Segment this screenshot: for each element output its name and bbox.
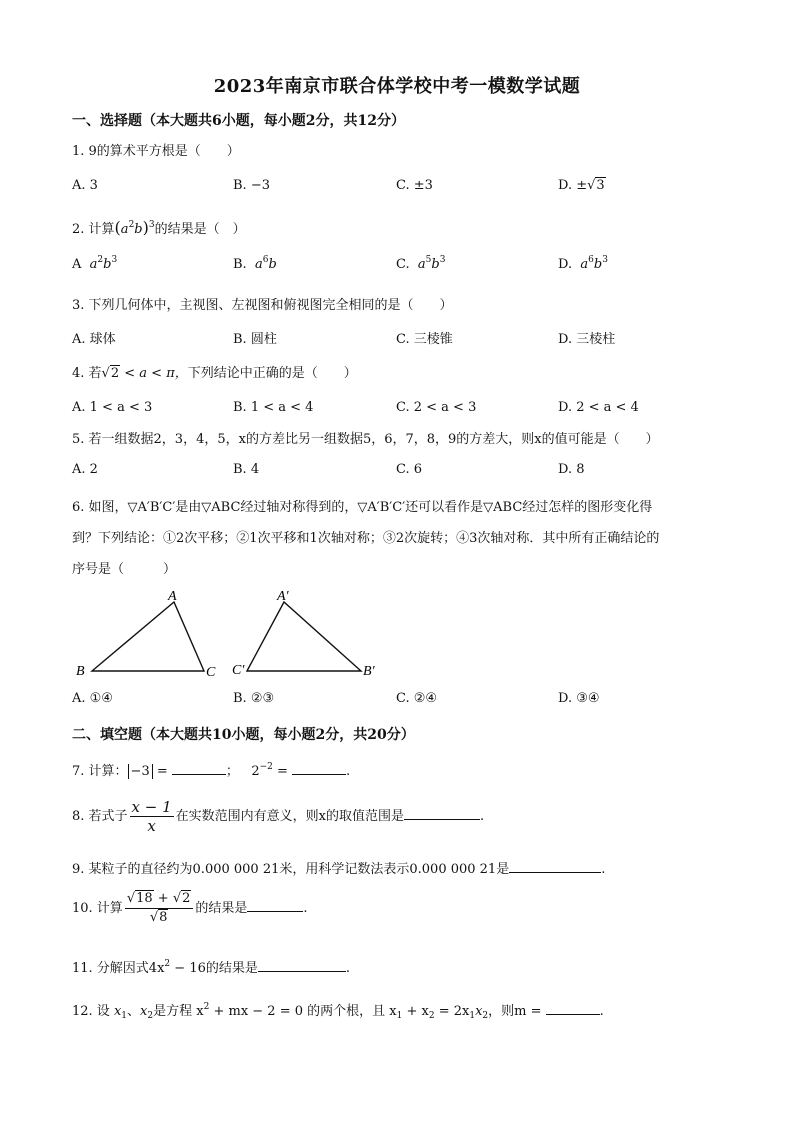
option-b: B. 圆柱 (233, 332, 277, 347)
option-c: C. 三棱锥 (396, 332, 453, 347)
label-c-prime: C′ (232, 663, 245, 678)
label-a: A (168, 589, 177, 604)
triangle-figure (72, 585, 402, 685)
section-heading-choice: 一、选择题（本大题共6小题，每小题2分，共12分） (72, 113, 405, 129)
label-b-prime: B′ (363, 664, 375, 679)
question-1-options (72, 178, 732, 198)
section-heading-fill: 二、填空题（本大题共10小题，每小题2分，共20分） (72, 727, 415, 743)
question-9: 9. 某粒子的直径约为0.000 000 21米，用科学记数法表示0.000 000 21是 . (72, 858, 732, 880)
option-d: D. 8 (558, 462, 585, 477)
question-6-stem: 6. 如图，▽A′B′C′是由▽ABC经过轴对称得到的，▽A′B′C′还可以看作是▽ABC经过怎样的图形变化得 到？下列结论：①2次平移；②1次平移和1次轴对称；③2次旋转；④3次轴对称．其中所有正确结论的 序号是（ ） (72, 500, 660, 577)
option-a: A. ①④ (72, 691, 113, 706)
option-c: C. 6 (396, 462, 423, 477)
triangle-a2b2c2 (247, 602, 361, 671)
option-b: B. $a^6b$ (233, 255, 277, 272)
option-d: D. ③④ (558, 691, 600, 706)
question-10: 10. 计算 $\frac{√18 + √2}{√8}$ 的结果是 . (72, 891, 308, 925)
option-d: D. ±√3 (558, 178, 605, 193)
answer-blank[interactable] (258, 957, 346, 972)
option-a: A $a^2b^3$ (72, 255, 118, 272)
question-5-options (72, 462, 732, 482)
answer-blank[interactable] (247, 897, 303, 912)
answer-blank[interactable] (546, 1000, 600, 1015)
option-b: B. 4 (233, 462, 260, 477)
answer-blank[interactable] (509, 858, 601, 873)
option-b: B. 1 < a < 4 (233, 400, 314, 415)
label-a-prime: A′ (277, 589, 289, 604)
option-d: D. $a^6b^3$ (558, 255, 608, 272)
option-a: A. 1 < a < 3 (72, 400, 153, 415)
question-6-options (72, 691, 732, 711)
triangle-abc (92, 602, 204, 671)
question-8: 8. 若式子 $\frac{x - 1}{x}$ 在实数范围内有意义，则x的取值范围是 . (72, 798, 485, 835)
question-7: 7. 计算： −3 = ； $2^{-2}$ = . (72, 762, 351, 779)
question-12: 12. 设 $x_1$、$x_2$是方程 $x^2$ + mx − 2 = 0 的两个根，且 $x_1 + x_2 = 2x_1x_2$，则m = . (72, 1002, 604, 1021)
answer-blank[interactable] (172, 760, 226, 775)
answer-blank[interactable] (292, 760, 346, 775)
option-c: C. 2 < a < 3 (396, 400, 477, 415)
option-c: C. ②④ (396, 691, 438, 706)
fraction: $\frac{√18 + √2}{√8}$ (125, 890, 194, 927)
question-3-options (72, 328, 732, 348)
option-b: B. −3 (233, 178, 270, 193)
option-c: C. ±3 (396, 178, 433, 193)
question-1-stem: 1. 9的算术平方根是（ ） (72, 144, 240, 159)
label-b: B (76, 664, 85, 679)
fraction: $\frac{x - 1}{x}$ (131, 798, 172, 835)
page-title: 2023年南京市联合体学校中考一模数学试题 (213, 76, 581, 97)
question-3-stem: 3. 下列几何体中，主视图、左视图和俯视图完全相同的是（ ） (72, 298, 453, 313)
question-5-stem: 5. 若一组数据2，3，4，5，x的方差比另一组数据5，6，7，8，9的方差大，则x的值可能是（ ） (72, 432, 659, 447)
question-2-options (72, 257, 732, 277)
question-11: 11. 分解因式$4x^2 - 16$的结果是 . (72, 959, 350, 976)
option-b: B. ②③ (233, 691, 275, 706)
question-4-options (72, 400, 732, 420)
label-c: C (206, 665, 216, 680)
option-a: A. 3 (72, 178, 98, 193)
option-d: D. 三棱柱 (558, 332, 616, 347)
option-d: D. 2 < a < 4 (558, 400, 639, 415)
answer-blank[interactable] (404, 805, 480, 820)
option-a: A. 球体 (72, 332, 116, 347)
option-c: C. $a^5b^3$ (396, 255, 446, 272)
option-a: A. 2 (72, 462, 98, 477)
question-2-stem: 2. 计算$(a^2b)^3$的结果是（ ） (72, 218, 246, 237)
question-4-stem: 4. 若√2 < a < π，下列结论中正确的是（ ） (72, 366, 357, 381)
